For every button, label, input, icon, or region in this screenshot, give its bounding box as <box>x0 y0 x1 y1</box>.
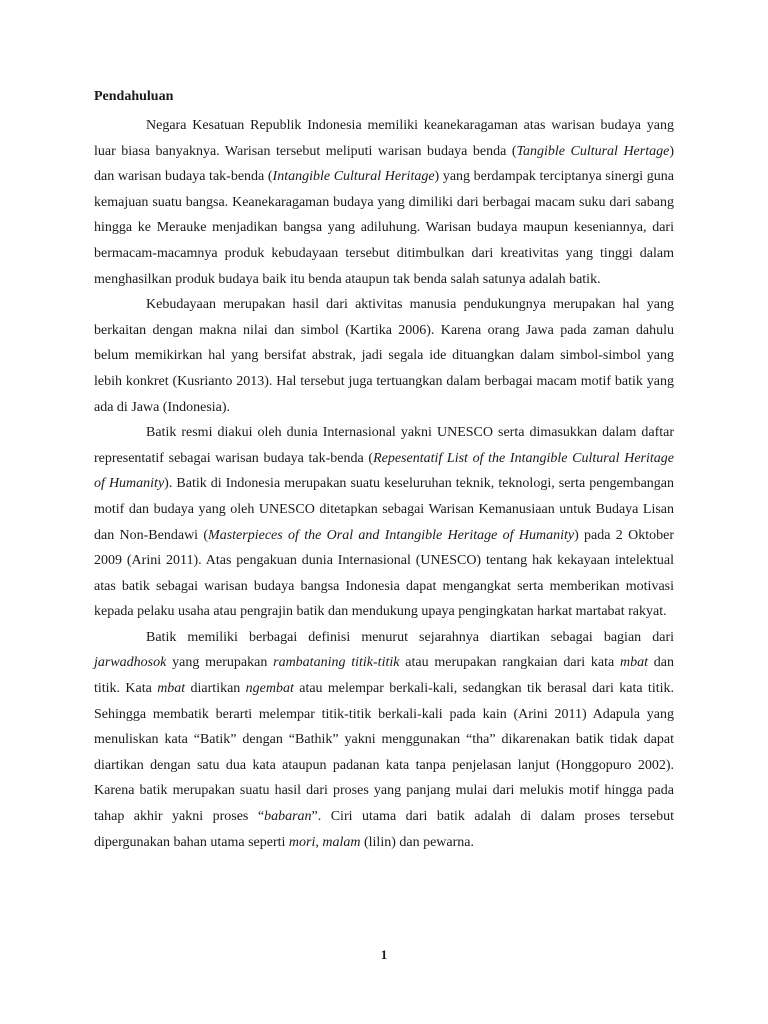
italic-term: rambataning titik-titik <box>273 655 400 671</box>
page-number: 1 <box>380 947 388 962</box>
italic-term: malam <box>322 834 361 850</box>
text-run: Batik resmi diakui oleh dunia Internasional yakni UNESCO serta dimasukkan dalam daftar representatif sebagai warisan budaya tak-benda ( <box>94 425 674 466</box>
body-paragraph-3 <box>94 420 674 625</box>
italic-term: mori <box>288 834 316 850</box>
text-run: atau merupakan rangkaian dari kata <box>399 655 620 671</box>
text-run: Negara Kesatuan Republik Indonesia memiliki keanekaragaman atas warisan budaya yang luar biasa banyaknya. Warisan tersebut meliputi warisan budaya benda ( <box>94 118 674 159</box>
text-run: Kebudayaan merupakan hasil dari aktivitas manusia pendukungnya merupakan hal yang berkaitan dengan makna nilai dan simbol (Kartika 2006). Karena orang Jawa pada zaman dahulu belum memikirkan hal yang bersifat abstrak, jadi segala ide dituangkan dalam simbol-simbol yang lebih konkret (Kusrianto 2013). Hal tersebut juga tertuangkan dalam berbagai macam motif batik yang ada di Jawa (Indonesia). <box>94 297 674 415</box>
italic-term: Intangible Cultural Heritage <box>272 169 435 185</box>
text-run: ) yang berdampak terciptanya sinergi guna kemajuan suatu bangsa. Keanekaragaman budaya yang dimiliki dari berbagai macam suku dari sabang hingga ke Merauke menjadikan bangsa yang adiluhung. Warisan budaya maupun keseniannya, dari bermacam-macamnya produk kebudayaan tersebut ditimbulkan dari kreativitas yang tinggi dalam menghasilkan produk budaya baik itu benda ataupun tak benda salah satunya adalah batik. <box>94 169 674 287</box>
italic-term: Masterpieces of the Oral and Intangible Heritage of Humanity <box>208 527 575 543</box>
text-run: Batik memiliki berbagai definisi menurut sejarahnya diartikan sebagai bagian dari <box>146 629 674 645</box>
italic-term: Tangible Cultural Hertage <box>516 143 670 159</box>
italic-term: jarwadhosok <box>94 655 167 671</box>
text-run: ) dan warisan budaya tak-benda ( <box>94 143 674 185</box>
text-run: yang merupakan <box>166 655 274 671</box>
body-paragraph-1 <box>94 113 674 292</box>
text-run: ”. Ciri utama dari batik adalah di dalam proses tersebut dipergunakan bahan utama seperti <box>94 809 674 850</box>
italic-term: ngembat <box>245 681 294 697</box>
text-run: atau melempar berkali-kali, sedangkan tik berasal dari kata titik. Sehingga membatik berarti melempar titik-titik berkali-kali pada kain (Arini 2011) Adapula yang menuliskan kata “Batik” dengan “Bathik” yakni menggunakan “tha” dikarenakan batik tidak dapat diartikan dengan satu dua kata ataupun padanan kata tanpa penjelasan lanjut (Honggopuro 2002). Karena batik merupakan suatu hasil dari proses yang panjang mulai dari melukis motif hingga pada tahap akhir yakni proses “ <box>94 681 674 825</box>
body-paragraph-2 <box>94 292 674 420</box>
text-run: diartikan <box>185 681 246 697</box>
italic-term: mbat <box>157 681 186 697</box>
body-paragraph-4 <box>94 625 674 855</box>
paragraph-list <box>94 113 674 855</box>
italic-term: babaran <box>264 809 312 825</box>
document-body <box>94 86 674 855</box>
text-run: ) pada 2 Oktober 2009 (Arini 2011). Atas pengakuan dunia Internasional (UNESCO) tentang hak kekayaan intelektual atas batik sebagai warisan budaya bangsa Indonesia dapat mengangkat serta memberikan motivasi kepada pelaku usaha atau pengrajin batik dan mendukung upaya pengingkatan harkat martabat rakyat. <box>94 527 674 620</box>
section-heading: Pendahuluan <box>94 89 174 104</box>
text-run: ). Batik di Indonesia merupakan suatu keseluruhan teknik, teknologi, serta pengembangan motif dan budaya yang oleh UNESCO ditetapkan sebagai Warisan Kemanusiaan untuk Budaya Lisan dan Non-Bendawi ( <box>94 476 675 543</box>
text-run: , <box>315 834 323 850</box>
italic-term: mbat <box>620 655 648 671</box>
italic-term: Repesentatif List of the Intangible Cultural Heritage of Humanity <box>94 450 674 492</box>
text-run: (lilin) dan pewarna. <box>360 834 474 850</box>
text-run: dan titik. Kata <box>94 655 675 697</box>
